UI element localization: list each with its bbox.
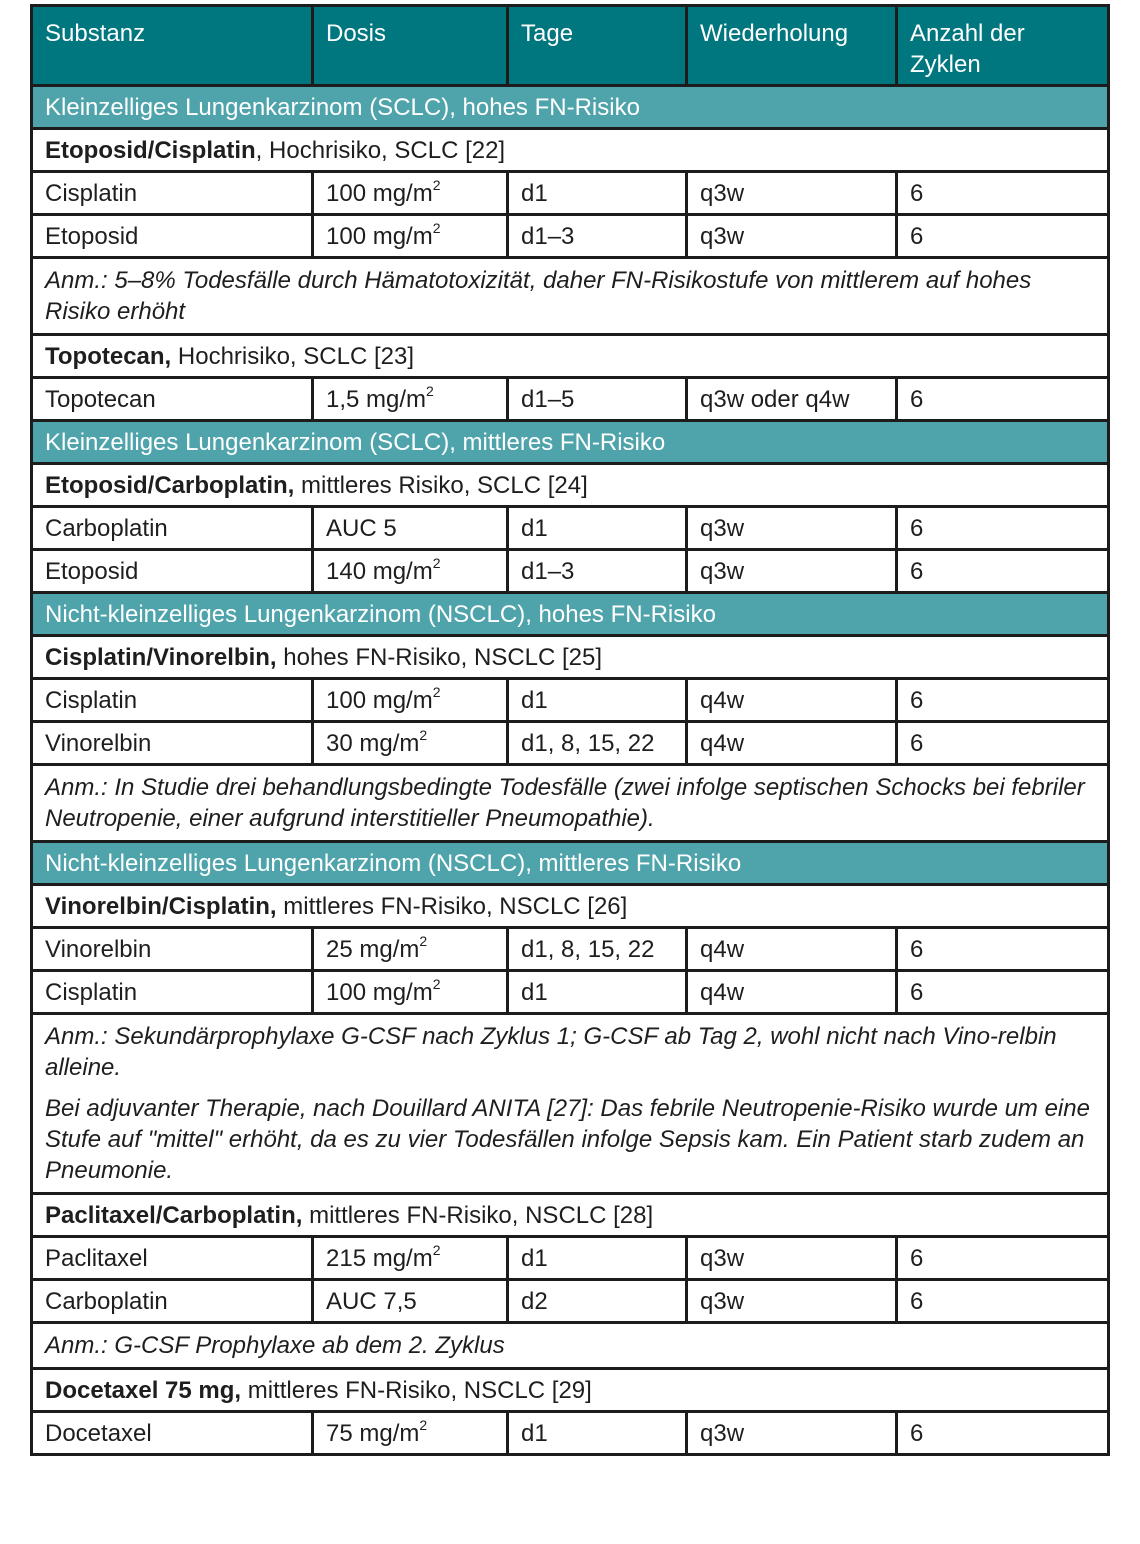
- cell-text: d1, 8, 15, 22: [521, 729, 655, 757]
- section-heading: Kleinzelliges Lungenkarzinom (SCLC), mittleres FN-Risiko: [32, 421, 1109, 464]
- section-heading-row: [32, 86, 1109, 129]
- cell-zyklen: [897, 215, 1109, 258]
- cell-text: 6: [910, 686, 924, 714]
- cell-text: Docetaxel: [45, 1419, 152, 1447]
- unit-superscript: 2: [432, 975, 441, 992]
- section-heading: Nicht-kleinzelliges Lungenkarzinom (NSCLC), hohes FN-Risiko: [32, 593, 1109, 636]
- note-text: [32, 1014, 1109, 1194]
- cell-text: d1: [521, 1244, 548, 1272]
- cell-wiederholung: [687, 1412, 897, 1455]
- regimen-name: Paclitaxel/Carboplatin,: [45, 1201, 303, 1229]
- cell-zyklen: [897, 550, 1109, 593]
- regimen-detail: , Hochrisiko, SCLC [22]: [255, 136, 506, 164]
- cell-text: d1, 8, 15, 22: [521, 935, 655, 963]
- column-header-dosis: Dosis: [313, 6, 508, 86]
- regimen-detail: mittleres FN-Risiko, NSCLC [29]: [241, 1376, 592, 1404]
- cell-wiederholung: [687, 215, 897, 258]
- section-heading: Kleinzelliges Lungenkarzinom (SCLC), hohes FN-Risiko: [32, 86, 1109, 129]
- regimen-detail: hohes FN-Risiko, NSCLC [25]: [276, 643, 603, 671]
- cell-substanz: [32, 1237, 313, 1280]
- cell-text: 75 mg/m: [326, 1419, 420, 1447]
- regimen-name: Cisplatin/Vinorelbin,: [45, 643, 277, 671]
- cell-text: q3w: [700, 179, 745, 207]
- regimen-title: [32, 885, 1109, 928]
- regimen-row: [32, 636, 1109, 679]
- cell-dosis: [313, 215, 508, 258]
- cell-dosis: [313, 971, 508, 1014]
- note-row: [32, 1014, 1109, 1194]
- regimen-detail: mittleres Risiko, SCLC [24]: [294, 471, 588, 499]
- cell-text: q4w: [700, 935, 745, 963]
- cell-substanz: [32, 1412, 313, 1455]
- table-body: [32, 86, 1109, 1455]
- cell-text: 30 mg/m: [326, 729, 420, 757]
- cell-text: Cisplatin: [45, 686, 138, 714]
- table-row: [32, 1280, 1109, 1323]
- regimen-name: Vinorelbin/Cisplatin,: [45, 892, 277, 920]
- regimen-detail: Hochrisiko, SCLC [23]: [171, 342, 414, 370]
- cell-text: q3w: [700, 514, 745, 542]
- note-row: [32, 1323, 1109, 1369]
- cell-text: 6: [910, 1244, 924, 1272]
- section-heading-row: [32, 842, 1109, 885]
- cell-dosis: [313, 378, 508, 421]
- table-row: [32, 215, 1109, 258]
- cell-zyklen: [897, 172, 1109, 215]
- cell-text: Cisplatin: [45, 179, 138, 207]
- cell-text: d1: [521, 1419, 548, 1447]
- cell-zyklen: [897, 928, 1109, 971]
- cell-text: Carboplatin: [45, 514, 168, 542]
- cell-wiederholung: [687, 928, 897, 971]
- cell-wiederholung: [687, 550, 897, 593]
- cell-dosis: [313, 172, 508, 215]
- cell-dosis: [313, 550, 508, 593]
- cell-text: d1: [521, 179, 548, 207]
- regimen-detail: mittleres FN-Risiko, NSCLC [28]: [302, 1201, 654, 1229]
- cell-zyklen: [897, 378, 1109, 421]
- regimen-title: [32, 1194, 1109, 1237]
- table-row: [32, 679, 1109, 722]
- note-paragraph: Anm.: In Studie drei behandlungsbedingte Todesfälle (zwei infolge septischen Schocks bei febriler Neutropenie, einer aufgrund interstitieller Pneumopathie).: [45, 774, 1085, 832]
- cell-text: AUC 7,5: [326, 1287, 417, 1315]
- cell-text: 6: [910, 385, 924, 413]
- cell-wiederholung: [687, 971, 897, 1014]
- cell-zyklen: [897, 971, 1109, 1014]
- cell-wiederholung: [687, 1280, 897, 1323]
- cell-text: q3w: [700, 557, 745, 585]
- table-row: [32, 550, 1109, 593]
- table-header: [32, 6, 1109, 86]
- unit-superscript: 2: [419, 1416, 428, 1433]
- note-row: [32, 765, 1109, 842]
- cell-substanz: [32, 722, 313, 765]
- cell-tage: [508, 215, 687, 258]
- regimen-name: Docetaxel 75 mg,: [45, 1376, 242, 1404]
- cell-substanz: [32, 679, 313, 722]
- cell-tage: [508, 507, 687, 550]
- cell-zyklen: [897, 507, 1109, 550]
- unit-superscript: 2: [419, 932, 428, 949]
- cell-text: Paclitaxel: [45, 1244, 148, 1272]
- regimen-name: Topotecan,: [45, 342, 172, 370]
- cell-text: 6: [910, 179, 924, 207]
- regimen-row: [32, 464, 1109, 507]
- cell-zyklen: [897, 679, 1109, 722]
- section-heading-row: [32, 421, 1109, 464]
- regimen-name: Etoposid/Cisplatin: [45, 136, 256, 164]
- unit-superscript: 2: [432, 176, 441, 193]
- table-row: [32, 1237, 1109, 1280]
- cell-text: 100 mg/m: [326, 686, 433, 714]
- table-row: [32, 378, 1109, 421]
- regimen-row: [32, 129, 1109, 172]
- cell-text: 25 mg/m: [326, 935, 420, 963]
- note-paragraph: Anm.: Sekundärprophylaxe G-CSF nach Zyklus 1; G-CSF ab Tag 2, wohl nicht nach Vino-relbin alleine.: [45, 1023, 1057, 1081]
- cell-text: 6: [910, 557, 924, 585]
- cell-wiederholung: [687, 1237, 897, 1280]
- regimen-row: [32, 1194, 1109, 1237]
- regimen-row: [32, 1369, 1109, 1412]
- section-heading: Nicht-kleinzelliges Lungenkarzinom (NSCLC), mittleres FN-Risiko: [32, 842, 1109, 885]
- cell-tage: [508, 1412, 687, 1455]
- cell-text: d1: [521, 978, 548, 1006]
- cell-tage: [508, 928, 687, 971]
- regimen-title: [32, 636, 1109, 679]
- table-row: [32, 507, 1109, 550]
- cell-text: q3w: [700, 1287, 745, 1315]
- note-text: [32, 258, 1109, 335]
- cell-text: 6: [910, 935, 924, 963]
- regimen-title: [32, 464, 1109, 507]
- document-page: [30, 4, 1107, 1456]
- table-row: [32, 722, 1109, 765]
- regimen-name: Etoposid/Carboplatin,: [45, 471, 295, 499]
- column-header-wiederholung: Wiederholung: [687, 6, 897, 86]
- column-header-substanz: Substanz: [32, 6, 313, 86]
- cell-wiederholung: [687, 722, 897, 765]
- cell-text: 6: [910, 1287, 924, 1315]
- cell-substanz: [32, 1280, 313, 1323]
- note-text: [32, 1323, 1109, 1369]
- cell-text: d1–3: [521, 222, 575, 250]
- unit-superscript: 2: [432, 554, 441, 571]
- column-header-anzahl-zyklen: Anzahl der Zyklen: [897, 6, 1109, 86]
- section-heading-row: [32, 593, 1109, 636]
- cell-text: d2: [521, 1287, 548, 1315]
- cell-zyklen: [897, 1280, 1109, 1323]
- cell-text: 6: [910, 978, 924, 1006]
- cell-tage: [508, 722, 687, 765]
- table-row: [32, 971, 1109, 1014]
- cell-dosis: [313, 722, 508, 765]
- cell-text: 6: [910, 222, 924, 250]
- cell-text: q4w: [700, 686, 745, 714]
- cell-zyklen: [897, 1237, 1109, 1280]
- cell-text: 100 mg/m: [326, 222, 433, 250]
- cell-tage: [508, 550, 687, 593]
- cell-text: 6: [910, 1419, 924, 1447]
- cell-text: q4w: [700, 729, 745, 757]
- cell-dosis: [313, 1412, 508, 1455]
- unit-superscript: 2: [432, 683, 441, 700]
- cell-substanz: [32, 550, 313, 593]
- cell-text: 6: [910, 729, 924, 757]
- cell-substanz: [32, 215, 313, 258]
- unit-superscript: 2: [419, 726, 428, 743]
- cell-wiederholung: [687, 172, 897, 215]
- cell-dosis: [313, 928, 508, 971]
- cell-text: 100 mg/m: [326, 978, 433, 1006]
- cell-text: q3w: [700, 1419, 745, 1447]
- cell-text: d1–3: [521, 557, 575, 585]
- cell-substanz: [32, 378, 313, 421]
- cell-substanz: [32, 172, 313, 215]
- cell-text: Topotecan: [45, 385, 156, 413]
- unit-superscript: 2: [432, 219, 441, 236]
- header-row: [32, 6, 1109, 86]
- cell-zyklen: [897, 1412, 1109, 1455]
- cell-text: q4w: [700, 978, 745, 1006]
- cell-text: 6: [910, 514, 924, 542]
- chemotherapy-regimen-table: [30, 4, 1110, 1456]
- regimen-row: [32, 335, 1109, 378]
- cell-text: 140 mg/m: [326, 557, 433, 585]
- note-row: [32, 258, 1109, 335]
- unit-superscript: 2: [432, 1241, 441, 1258]
- cell-text: Etoposid: [45, 222, 139, 250]
- table-row: [32, 172, 1109, 215]
- cell-text: Vinorelbin: [45, 935, 152, 963]
- regimen-title: [32, 1369, 1109, 1412]
- note-paragraph: Bei adjuvanter Therapie, nach Douillard ANITA [27]: Das febrile Neutropenie-Risiko wurde um eine Stufe auf "mittel" erhöht, da es zu vier Todesfällen infolge Sepsis kam. Ein Patient starb zudem an Pneumonie.: [45, 1095, 1090, 1184]
- cell-dosis: [313, 679, 508, 722]
- cell-text: Etoposid: [45, 557, 139, 585]
- cell-tage: [508, 378, 687, 421]
- note-paragraph: Anm.: 5–8% Todesfälle durch Hämatotoxizität, daher FN-Risikostufe von mittlerem auf hohes Risiko erhöht: [45, 267, 1032, 325]
- cell-text: d1: [521, 686, 548, 714]
- cell-text: 1,5 mg/m: [326, 385, 427, 413]
- regimen-title: [32, 129, 1109, 172]
- cell-text: 215 mg/m: [326, 1244, 433, 1272]
- cell-tage: [508, 1280, 687, 1323]
- cell-text: q3w: [700, 1244, 745, 1272]
- cell-dosis: [313, 507, 508, 550]
- cell-wiederholung: [687, 679, 897, 722]
- regimen-row: [32, 885, 1109, 928]
- cell-substanz: [32, 507, 313, 550]
- cell-text: q3w oder q4w: [700, 385, 850, 413]
- regimen-title: [32, 335, 1109, 378]
- cell-text: 100 mg/m: [326, 179, 433, 207]
- regimen-detail: mittleres FN-Risiko, NSCLC [26]: [276, 892, 628, 920]
- cell-text: d1: [521, 514, 548, 542]
- cell-text: d1–5: [521, 385, 575, 413]
- cell-wiederholung: [687, 507, 897, 550]
- cell-tage: [508, 679, 687, 722]
- table-row: [32, 928, 1109, 971]
- cell-dosis: [313, 1280, 508, 1323]
- table-row: [32, 1412, 1109, 1455]
- column-header-tage: Tage: [508, 6, 687, 86]
- cell-tage: [508, 971, 687, 1014]
- cell-tage: [508, 1237, 687, 1280]
- cell-zyklen: [897, 722, 1109, 765]
- cell-substanz: [32, 971, 313, 1014]
- cell-text: AUC 5: [326, 514, 397, 542]
- cell-dosis: [313, 1237, 508, 1280]
- cell-text: Cisplatin: [45, 978, 138, 1006]
- unit-superscript: 2: [426, 382, 434, 399]
- cell-wiederholung: [687, 378, 897, 421]
- cell-text: q3w: [700, 222, 745, 250]
- cell-substanz: [32, 928, 313, 971]
- cell-tage: [508, 172, 687, 215]
- cell-text: Vinorelbin: [45, 729, 152, 757]
- cell-text: Carboplatin: [45, 1287, 168, 1315]
- note-text: [32, 765, 1109, 842]
- note-paragraph: Anm.: G-CSF Prophylaxe ab dem 2. Zyklus: [45, 1332, 505, 1359]
